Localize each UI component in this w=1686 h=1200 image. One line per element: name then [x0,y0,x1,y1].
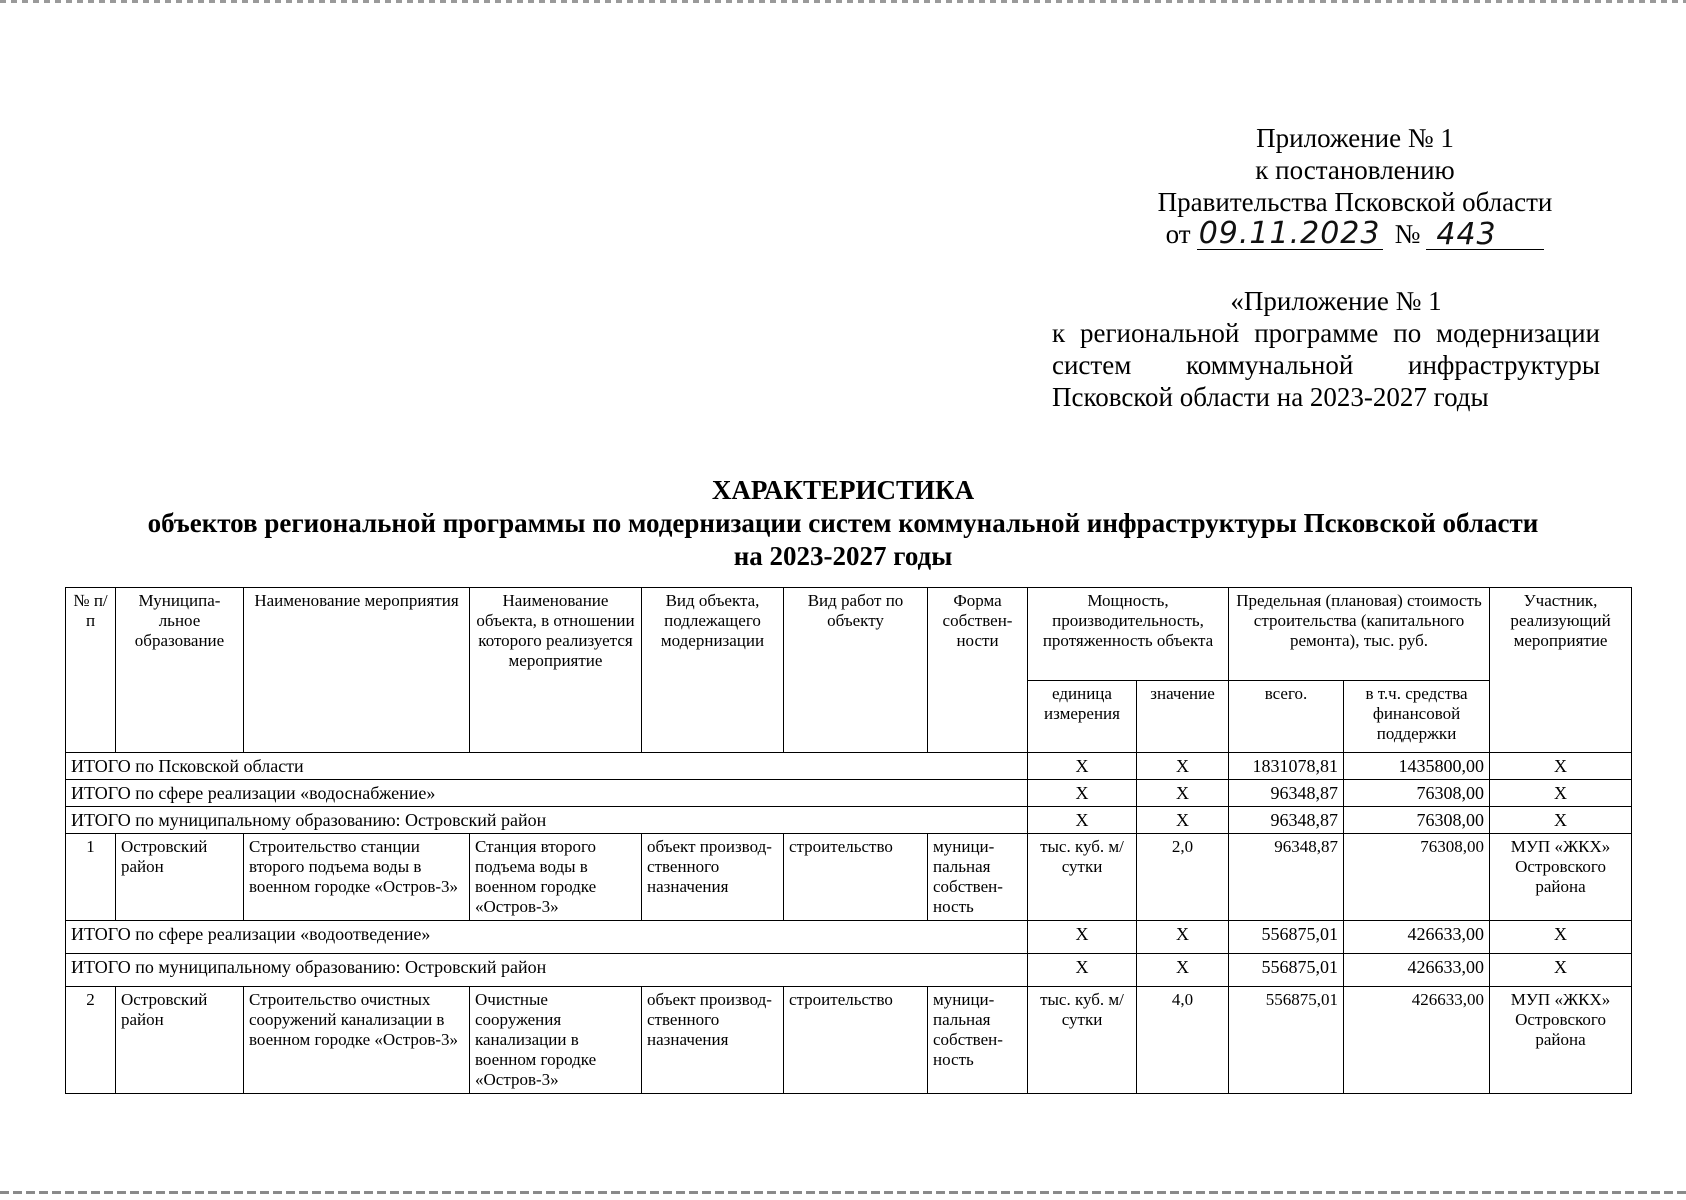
header-municipality: Муниципа-льное образование [116,588,244,753]
total-value: Х [1137,807,1229,834]
table-row [66,834,1632,921]
total-cost: 556875,01 [1229,921,1344,954]
header-capacity: Мощность, производительность, протяженность объекта [1028,588,1229,681]
attachment-dateline [1120,218,1590,250]
program-reference-block [1052,285,1600,413]
total-row [66,780,1632,807]
row-participant: МУП «ЖКХ» Островского района [1490,987,1632,1094]
header-capacity-value: значение [1137,681,1229,753]
row-support: 76308,00 [1344,834,1490,921]
row-object-name: Станция второго подъема воды в военном городке «Остров-3» [470,834,642,921]
total-label: ИТОГО по муниципальному образованию: Островский район [66,954,1028,987]
total-participant: Х [1490,807,1632,834]
header-event-name: Наименование мероприятия [244,588,470,753]
handwritten-number: 443 [1426,220,1544,250]
row-ownership: муници-пальная собствен-ность [928,834,1028,921]
total-label: ИТОГО по Псковской области [66,753,1028,780]
row-participant: МУП «ЖКХ» Островского района [1490,834,1632,921]
total-row [66,753,1632,780]
total-cost: 96348,87 [1229,780,1344,807]
row-municipality: Островский район [116,987,244,1094]
header-ownership: Форма собствен-ности [928,588,1028,753]
program-ref-line1: «Приложение № 1 [1230,286,1442,316]
total-unit: Х [1028,921,1137,954]
header-num: № п/п [66,588,116,753]
total-support: 76308,00 [1344,780,1490,807]
total-participant: Х [1490,780,1632,807]
total-participant: Х [1490,921,1632,954]
total-participant: Х [1490,954,1632,987]
date-prefix: от [1165,219,1191,249]
handwritten-date: 09.11.2023 [1197,219,1383,250]
total-participant: Х [1490,753,1632,780]
total-value: Х [1137,753,1229,780]
total-unit: Х [1028,954,1137,987]
total-unit: Х [1028,753,1137,780]
row-unit: тыс. куб. м/сутки [1028,834,1137,921]
total-row [66,807,1632,834]
document-title [60,474,1626,573]
header-capacity-unit: единица измерения [1028,681,1137,753]
attachment-line1: Приложение № 1 [1256,123,1454,153]
row-total: 96348,87 [1229,834,1344,921]
attachment-line2: к постановлению [1255,155,1455,185]
attachment-block [1120,122,1590,250]
total-support: 426633,00 [1344,954,1490,987]
row-event-name: Строительство очистных сооружений канализации в военном городке «Остров-3» [244,987,470,1094]
total-cost: 1831078,81 [1229,753,1344,780]
row-municipality: Островский район [116,834,244,921]
attachment-line3: Правительства Псковской области [1157,187,1553,217]
table-row [66,987,1632,1094]
total-support: 1435800,00 [1344,753,1490,780]
header-work-type: Вид работ по объекту [784,588,928,753]
row-num: 2 [66,987,116,1094]
total-value: Х [1137,954,1229,987]
header-cost: Предельная (плановая) стоимость строительства (капитального ремонта), тыс. руб. [1229,588,1490,681]
program-ref-line2: к региональной программе по модернизации [1052,318,1600,348]
header-row-1 [66,588,1632,681]
total-support: 426633,00 [1344,921,1490,954]
total-row [66,954,1632,987]
total-label: ИТОГО по сфере реализации «водоотведение» [66,921,1028,954]
row-ownership: муници-пальная собствен-ность [928,987,1028,1094]
total-value: Х [1137,921,1229,954]
row-value: 2,0 [1137,834,1229,921]
number-prefix: № [1394,219,1421,249]
row-unit: тыс. куб. м/сутки [1028,987,1137,1094]
row-total: 556875,01 [1229,987,1344,1094]
header-cost-support: в т.ч. средства финансовой поддержки [1344,681,1490,753]
row-value: 4,0 [1137,987,1229,1094]
header-participant: Участник, реализующий мероприятие [1490,588,1632,753]
header-cost-total: всего. [1229,681,1344,753]
row-object-name: Очистные сооружения канализации в военном городке «Остров-3» [470,987,642,1094]
total-row [66,921,1632,954]
row-event-name: Строительство станции второго подъема воды в военном городке «Остров-3» [244,834,470,921]
program-ref-line4: Псковской области на 2023-2027 годы [1052,382,1489,412]
row-work-type: строительство [784,987,928,1094]
total-cost: 556875,01 [1229,954,1344,987]
title-line2: объектов региональной программы по модернизации систем коммунальной инфраструктуры Псковской области [147,508,1539,538]
total-label: ИТОГО по муниципальному образованию: Островский район [66,807,1028,834]
objects-table [65,587,1632,1094]
scan-edge-top [0,0,1686,3]
total-label: ИТОГО по сфере реализации «водоснабжение» [66,780,1028,807]
title-line1: ХАРАКТЕРИСТИКА [711,475,975,505]
header-object-type: Вид объекта, подлежащего модернизации [642,588,784,753]
total-support: 76308,00 [1344,807,1490,834]
row-object-type: объект производ-ственного назначения [642,834,784,921]
scan-edge-bottom [0,1191,1686,1194]
row-work-type: строительство [784,834,928,921]
total-cost: 96348,87 [1229,807,1344,834]
header-object-name: Наименование объекта, в отношении которого реализуется мероприятие [470,588,642,753]
total-value: Х [1137,780,1229,807]
total-unit: Х [1028,807,1137,834]
title-line3: на 2023-2027 годы [733,541,953,571]
row-support: 426633,00 [1344,987,1490,1094]
row-num: 1 [66,834,116,921]
row-object-type: объект производ-ственного назначения [642,987,784,1094]
total-unit: Х [1028,780,1137,807]
program-ref-line3: систем коммунальной инфраструктуры [1052,350,1600,380]
